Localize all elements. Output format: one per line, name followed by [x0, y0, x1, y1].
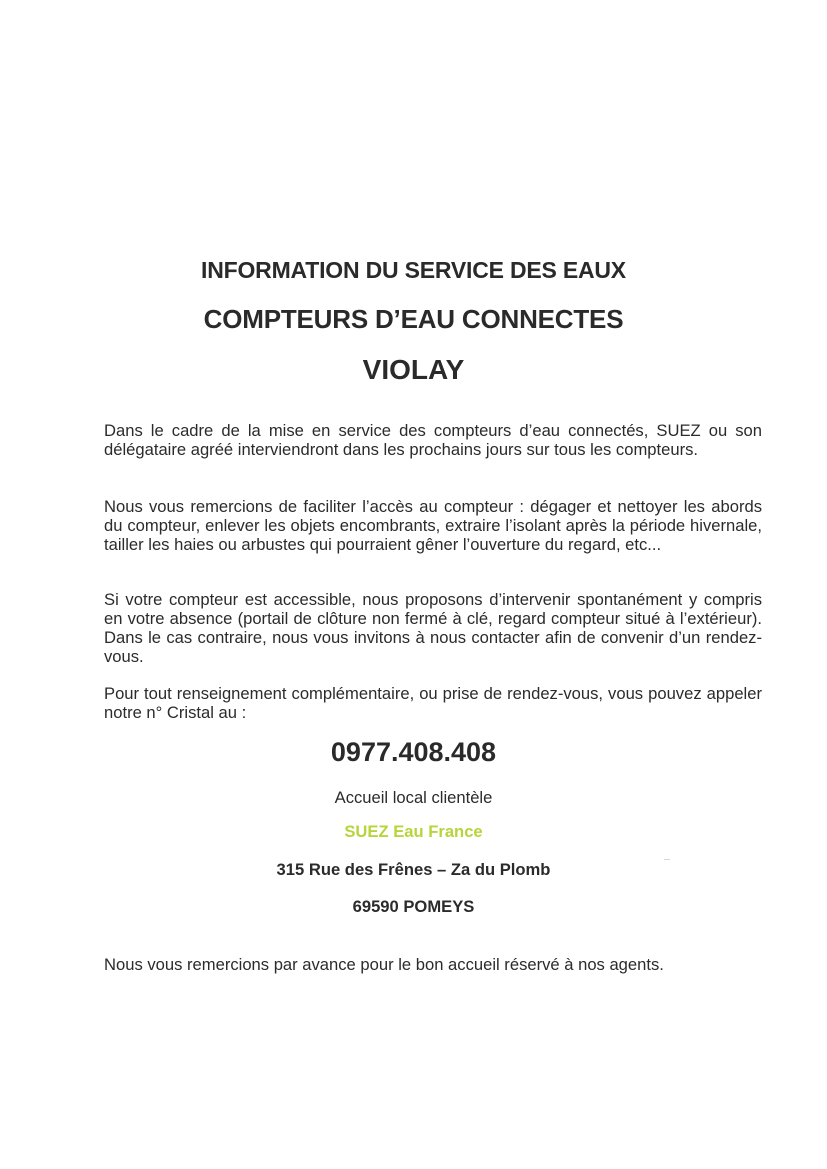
- scan-speck: [664, 859, 670, 860]
- paragraph-mise-en-service: Dans le cadre de la mise en service des compteurs d’eau connectés, SUEZ ou son délégataire agréé interviendront dans les prochains jours sur tous les compteurs.: [104, 421, 762, 459]
- paragraph-intervention: Si votre compteur est accessible, nous proposons d’intervenir spontanément y compris en votre absence (portail de clôture non fermé à clé, regard compteur situé à l’extérieur). Dans le cas contraire, nous vous invitons à nous contacter afin de convenir d’un rendez-vous.: [104, 590, 762, 666]
- phone-number: 0977.408.408: [330, 737, 497, 767]
- street-address: 315 Rue des Frênes – Za du Plomb: [276, 860, 551, 879]
- company-name: SUEZ Eau France: [344, 822, 483, 841]
- paragraph-acces-compteur: Nous vous remercions de faciliter l’accès au compteur : dégager et nettoyer les abords du compteur, enlever les objets encombrants, extraire l’isolant après la période hivernale, tailler les haies ou arbustes qui pourraient gêner l’ouverture du regard, etc...: [104, 497, 762, 554]
- closing-paragraph: Nous vous remercions par avance pour le bon accueil réservé à nos agents.: [104, 955, 664, 974]
- title-compteurs-connectes: COMPTEURS D’EAU CONNECTES: [203, 304, 624, 334]
- title-commune: VIOLAY: [362, 354, 465, 385]
- paragraph-renseignement: Pour tout renseignement complémentaire, ou prise de rendez-vous, vous pouvez appeler notre n° Cristal au :: [104, 684, 762, 722]
- service-label: Accueil local clientèle: [334, 788, 493, 807]
- postal-city: 69590 POMEYS: [352, 897, 475, 916]
- title-service-des-eaux: INFORMATION DU SERVICE DES EAUX: [201, 257, 626, 283]
